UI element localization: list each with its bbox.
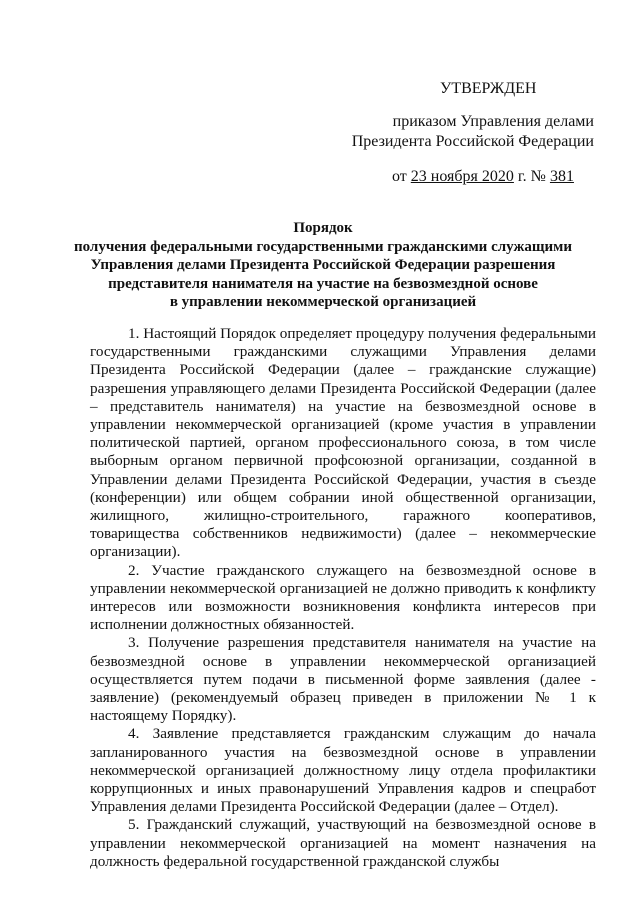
approval-stamp: УТВЕРЖДЕН — [440, 80, 537, 97]
document-body — [90, 325, 596, 871]
order-number: 381 — [549, 168, 574, 185]
title-line-2: получения федеральными государственными гражданскими служащими — [73, 238, 572, 255]
order-line-1: приказом Управления делами — [392, 113, 594, 130]
paragraph-5: 5. Гражданский служащий, участвующий на безвозмездной основе в управлении некоммерческой организацией на момент назначения на должность федеральной государственной гражданской службы — [90, 816, 596, 870]
paragraph-3: 3. Получение разрешения представителя нанимателя на участие на безвозмездной основе в управлении некоммерческой организацией осуществляется путем подачи в письменной форме заявления (далее - заявление) (рекомендуемый образец приведен в приложении № 1 к настоящему Порядку). — [90, 634, 596, 725]
document-title — [40, 219, 606, 312]
date-prefix: от — [392, 168, 411, 185]
order-date-line — [392, 168, 574, 186]
paragraph-2: 2. Участие гражданского служащего на безвозмездной основе в управлении некоммерческой организацией не должно приводить к конфликту интересов или возможности возникновения конфликта интересов при исполнении должностных обязанностей. — [90, 561, 596, 634]
order-line-2: Президента Российской Федерации — [351, 133, 594, 150]
date-mid: г. № — [513, 168, 550, 185]
paragraph-4: 4. Заявление представляется гражданским служащим до начала запланированного участия на безвозмездной основе в управлении некоммерческой организацией должностному лицу отдела профилактики коррупционных и иных правонарушений Управления кадров и спецработ Управления делами Президента Российской Федерации (далее – Отдел). — [90, 725, 596, 816]
title-line-1: Порядок — [293, 220, 353, 236]
title-line-4: представителя нанимателя на участие на безвозмездной основе — [108, 275, 538, 292]
paragraph-1: 1. Настоящий Порядок определяет процедуру получения федеральными государственными гражданскими служащими Управления делами Президента Российской Федерации (далее – гражданские служащие) разрешения управляющего делами Президента Российской Федерации (далее – представитель нанимателя) на участие на безвозмездной основе в управлении некоммерческой организацией (кроме участия в управлении политической партией, органом профессионального союза, в том числе выборным органом первичной профсоюзной организации, созданной в Управлении делами Президента Российской Федерации, участия в съезде (конференции) или общем собрании иной общественной организации, жилищного, жилищно-строительного, гаражного кооперативов, товарищества собственников недвижимости) (далее – некоммерческие организации). — [90, 325, 596, 561]
title-line-5: в управлении некоммерческой организацией — [169, 294, 477, 310]
order-date: 23 ноября 2020 — [410, 168, 514, 185]
title-line-3: Управления делами Президента Российской Федерации разрешения — [90, 257, 556, 273]
